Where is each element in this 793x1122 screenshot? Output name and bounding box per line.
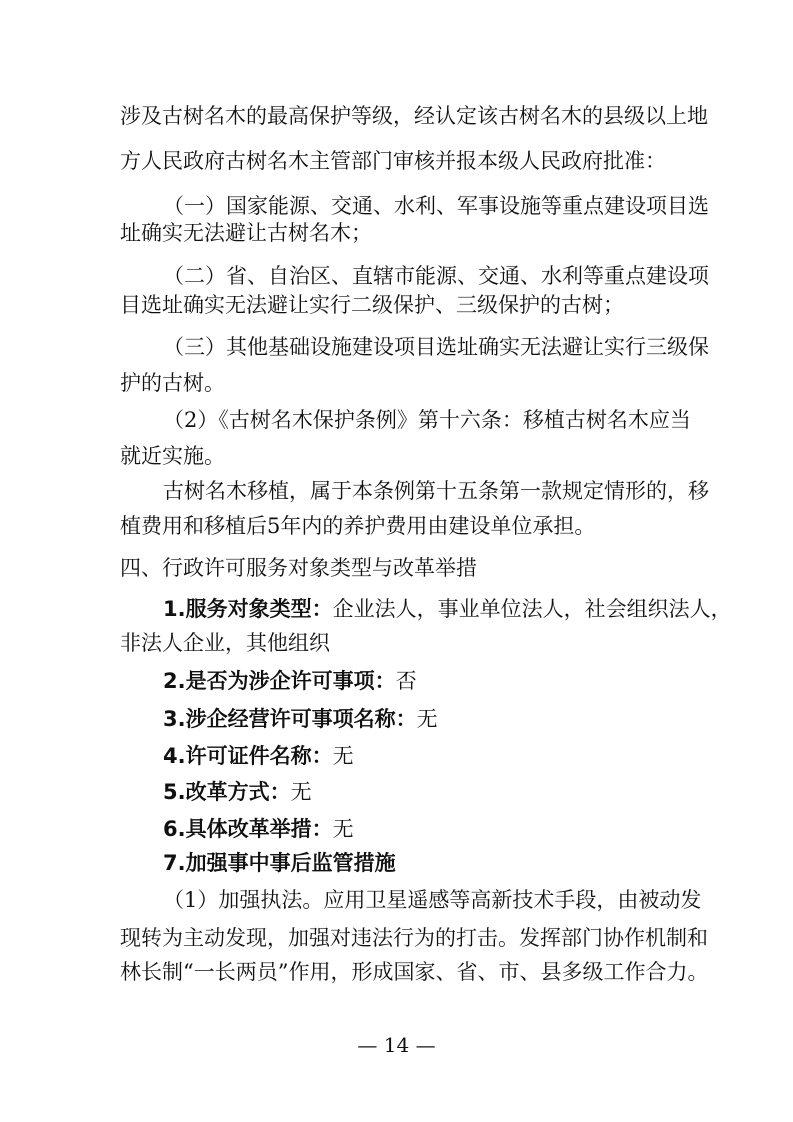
body-line: （一）国家能源、交通、水利、军事设施等重点建设项目选 <box>163 194 709 218</box>
item-row <box>163 664 417 698</box>
body-line: 址确实无法避让古树名木； <box>120 221 372 245</box>
body-line: （三）其他基础设施建设项目选址确实无法避让实行三级保 <box>163 335 709 359</box>
item-value: 无 <box>416 707 438 731</box>
measure-line: 林长制“一长两员”作用，形成国家、省、市、县多级工作合力。 <box>120 960 709 984</box>
section-heading: 四、行政许可服务对象类型与改革举措 <box>120 556 477 580</box>
item-value: 无 <box>332 817 354 841</box>
body-line: 目选址确实无法避让实行二级保护、三级保护的古树； <box>120 293 624 317</box>
body-line: 涉及古树名木的最高保护等级，经认定该古树名木的县级以上地 <box>120 104 708 128</box>
measure-line: （1）加强执法。应用卫星遥感等高新技术手段，由被动发 <box>163 888 702 912</box>
body-line: 就近实施。 <box>120 444 225 468</box>
item-value: 无 <box>332 744 354 768</box>
item-label: 6.具体改革举措： <box>163 817 333 841</box>
item-value: 否 <box>395 669 417 693</box>
measure-line: 现转为主动发现，加强对违法行为的打击。发挥部门协作机制和 <box>120 926 708 950</box>
body-line: 古树名木移植，属于本条例第十五条第一款规定情形的，移 <box>163 479 709 503</box>
page-number: — 14 — <box>357 1033 436 1057</box>
item-row <box>163 812 354 846</box>
body-line: 方人民政府古树名木主管部门审核并报本级人民政府批准： <box>120 149 666 173</box>
item-row <box>163 592 732 626</box>
item-label: 7.加强事中事后监管措施 <box>163 851 396 875</box>
item-value-continued: 非法人企业，其他组织 <box>120 631 330 655</box>
body-line: 植费用和移植后5年内的养护费用由建设单位承担。 <box>120 514 596 538</box>
body-line: （二）省、自治区、直辖市能源、交通、水利等重点建设项 <box>163 264 709 288</box>
item-label: 4.许可证件名称： <box>163 744 333 768</box>
item-value: 企业法人，事业单位法人，社会组织法人， <box>332 597 732 621</box>
item-value: 无 <box>290 780 312 804</box>
item-label: 5.改革方式： <box>163 780 291 804</box>
item-row <box>163 846 396 880</box>
item-label: 2.是否为涉企许可事项： <box>163 669 396 693</box>
item-row <box>163 775 312 809</box>
item-label: 1.服务对象类型： <box>163 597 333 621</box>
item-row <box>163 702 438 736</box>
body-line: 护的古树。 <box>120 371 225 395</box>
item-row <box>163 739 354 773</box>
item-label: 3.涉企经营许可事项名称： <box>163 707 417 731</box>
body-line: （2）《古树名木保护条例》第十六条：移植古树名木应当 <box>163 408 691 432</box>
